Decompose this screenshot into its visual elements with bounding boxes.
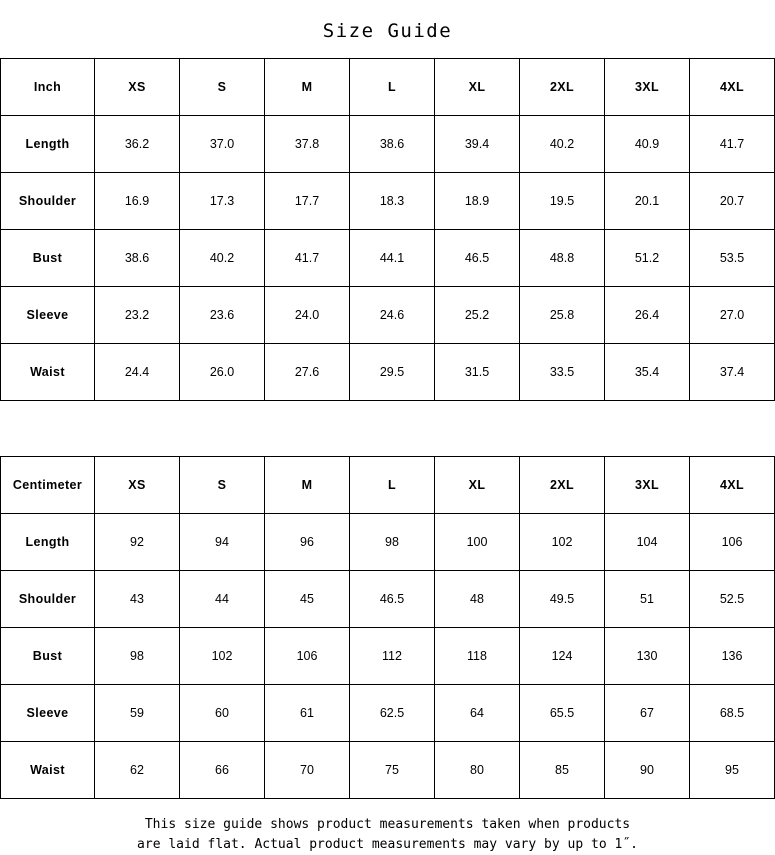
footnote — [0, 799, 775, 855]
table-cell: 37.8 — [265, 116, 350, 173]
table-row — [1, 742, 775, 799]
table-cell: 46.5 — [350, 571, 435, 628]
table-cell: 37.0 — [180, 116, 265, 173]
table-cell: 65.5 — [520, 685, 605, 742]
column-header: L — [350, 457, 435, 514]
table-cell: 66 — [180, 742, 265, 799]
table-cell: 23.6 — [180, 287, 265, 344]
table-cell: 96 — [265, 514, 350, 571]
table-cell: 106 — [265, 628, 350, 685]
table-cell: 106 — [690, 514, 775, 571]
unit-label-inch: Inch — [1, 59, 95, 116]
table-cell: 37.4 — [690, 344, 775, 401]
table-cell: 68.5 — [690, 685, 775, 742]
table-cell: 118 — [435, 628, 520, 685]
footnote-line-2: are laid flat. Actual product measurements may vary by up to 1˝. — [137, 837, 638, 852]
table-cell: 90 — [605, 742, 690, 799]
table-cell: 92 — [95, 514, 180, 571]
column-header: 2XL — [520, 457, 605, 514]
table-cell: 59 — [95, 685, 180, 742]
table-cell: 136 — [690, 628, 775, 685]
column-header: S — [180, 59, 265, 116]
row-label: Length — [1, 514, 95, 571]
table-cell: 44 — [180, 571, 265, 628]
table-cell: 98 — [350, 514, 435, 571]
row-label: Waist — [1, 344, 95, 401]
table-row — [1, 173, 775, 230]
table-cell: 20.1 — [605, 173, 690, 230]
table-cell: 36.2 — [95, 116, 180, 173]
table-gap-divider — [0, 401, 775, 456]
table-row — [1, 230, 775, 287]
row-label: Sleeve — [1, 287, 95, 344]
table-cell: 98 — [95, 628, 180, 685]
table-header-row — [1, 59, 775, 116]
table-cell: 62 — [95, 742, 180, 799]
table-cell: 25.2 — [435, 287, 520, 344]
column-header: 4XL — [690, 59, 775, 116]
table-cell: 40.2 — [180, 230, 265, 287]
table-cell: 102 — [180, 628, 265, 685]
table-cell: 40.9 — [605, 116, 690, 173]
table-row — [1, 685, 775, 742]
table-cell: 52.5 — [690, 571, 775, 628]
size-table-centimeter — [0, 456, 775, 799]
row-label: Bust — [1, 230, 95, 287]
table-header-row — [1, 457, 775, 514]
table-cell: 43 — [95, 571, 180, 628]
table-cell: 23.2 — [95, 287, 180, 344]
table-cell: 40.2 — [520, 116, 605, 173]
table-cell: 35.4 — [605, 344, 690, 401]
column-header: XL — [435, 457, 520, 514]
table-cell: 17.3 — [180, 173, 265, 230]
table-row — [1, 628, 775, 685]
table-cell: 64 — [435, 685, 520, 742]
row-label: Shoulder — [1, 571, 95, 628]
column-header: 4XL — [690, 457, 775, 514]
column-header: 3XL — [605, 457, 690, 514]
table-cell: 24.6 — [350, 287, 435, 344]
column-header: 2XL — [520, 59, 605, 116]
table-cell: 51 — [605, 571, 690, 628]
table-cell: 44.1 — [350, 230, 435, 287]
column-header: M — [265, 457, 350, 514]
column-header: M — [265, 59, 350, 116]
table-row — [1, 514, 775, 571]
table-row — [1, 344, 775, 401]
unit-label-centimeter: Centimeter — [1, 457, 95, 514]
row-label: Bust — [1, 628, 95, 685]
table-cell: 38.6 — [350, 116, 435, 173]
column-header: S — [180, 457, 265, 514]
table-cell: 27.0 — [690, 287, 775, 344]
table-cell: 20.7 — [690, 173, 775, 230]
table-cell: 104 — [605, 514, 690, 571]
table-cell: 94 — [180, 514, 265, 571]
table-cell: 27.6 — [265, 344, 350, 401]
table-cell: 18.9 — [435, 173, 520, 230]
size-table-inch — [0, 58, 775, 401]
table-cell: 53.5 — [690, 230, 775, 287]
table-cell: 80 — [435, 742, 520, 799]
table-cell: 24.4 — [95, 344, 180, 401]
table-cell: 62.5 — [350, 685, 435, 742]
column-header: XL — [435, 59, 520, 116]
table-cell: 67 — [605, 685, 690, 742]
table-cell: 85 — [520, 742, 605, 799]
column-header: L — [350, 59, 435, 116]
table-cell: 100 — [435, 514, 520, 571]
table-cell: 124 — [520, 628, 605, 685]
page-title: Size Guide — [322, 20, 453, 42]
table-cell: 130 — [605, 628, 690, 685]
footnote-line-1: This size guide shows product measurements taken when products — [144, 817, 631, 832]
table-cell: 48 — [435, 571, 520, 628]
table-cell: 33.5 — [520, 344, 605, 401]
table-cell: 26.0 — [180, 344, 265, 401]
row-label: Sleeve — [1, 685, 95, 742]
table-cell: 102 — [520, 514, 605, 571]
table-cell: 41.7 — [690, 116, 775, 173]
table-cell: 51.2 — [605, 230, 690, 287]
table-row — [1, 287, 775, 344]
column-header: XS — [95, 59, 180, 116]
column-header: XS — [95, 457, 180, 514]
table-row — [1, 116, 775, 173]
table-cell: 46.5 — [435, 230, 520, 287]
table-cell: 39.4 — [435, 116, 520, 173]
table-cell: 75 — [350, 742, 435, 799]
table-cell: 31.5 — [435, 344, 520, 401]
table-cell: 16.9 — [95, 173, 180, 230]
table-cell: 49.5 — [520, 571, 605, 628]
column-header: 3XL — [605, 59, 690, 116]
table-cell: 70 — [265, 742, 350, 799]
row-label: Waist — [1, 742, 95, 799]
table-row — [1, 571, 775, 628]
table-cell: 38.6 — [95, 230, 180, 287]
table-cell: 29.5 — [350, 344, 435, 401]
table-cell: 18.3 — [350, 173, 435, 230]
table-cell: 19.5 — [520, 173, 605, 230]
row-label: Length — [1, 116, 95, 173]
table-cell: 41.7 — [265, 230, 350, 287]
table-cell: 61 — [265, 685, 350, 742]
row-label: Shoulder — [1, 173, 95, 230]
table-cell: 48.8 — [520, 230, 605, 287]
table-cell: 17.7 — [265, 173, 350, 230]
table-cell: 60 — [180, 685, 265, 742]
table-cell: 95 — [690, 742, 775, 799]
table-cell: 45 — [265, 571, 350, 628]
table-cell: 26.4 — [605, 287, 690, 344]
table-cell: 24.0 — [265, 287, 350, 344]
table-cell: 25.8 — [520, 287, 605, 344]
table-cell: 112 — [350, 628, 435, 685]
